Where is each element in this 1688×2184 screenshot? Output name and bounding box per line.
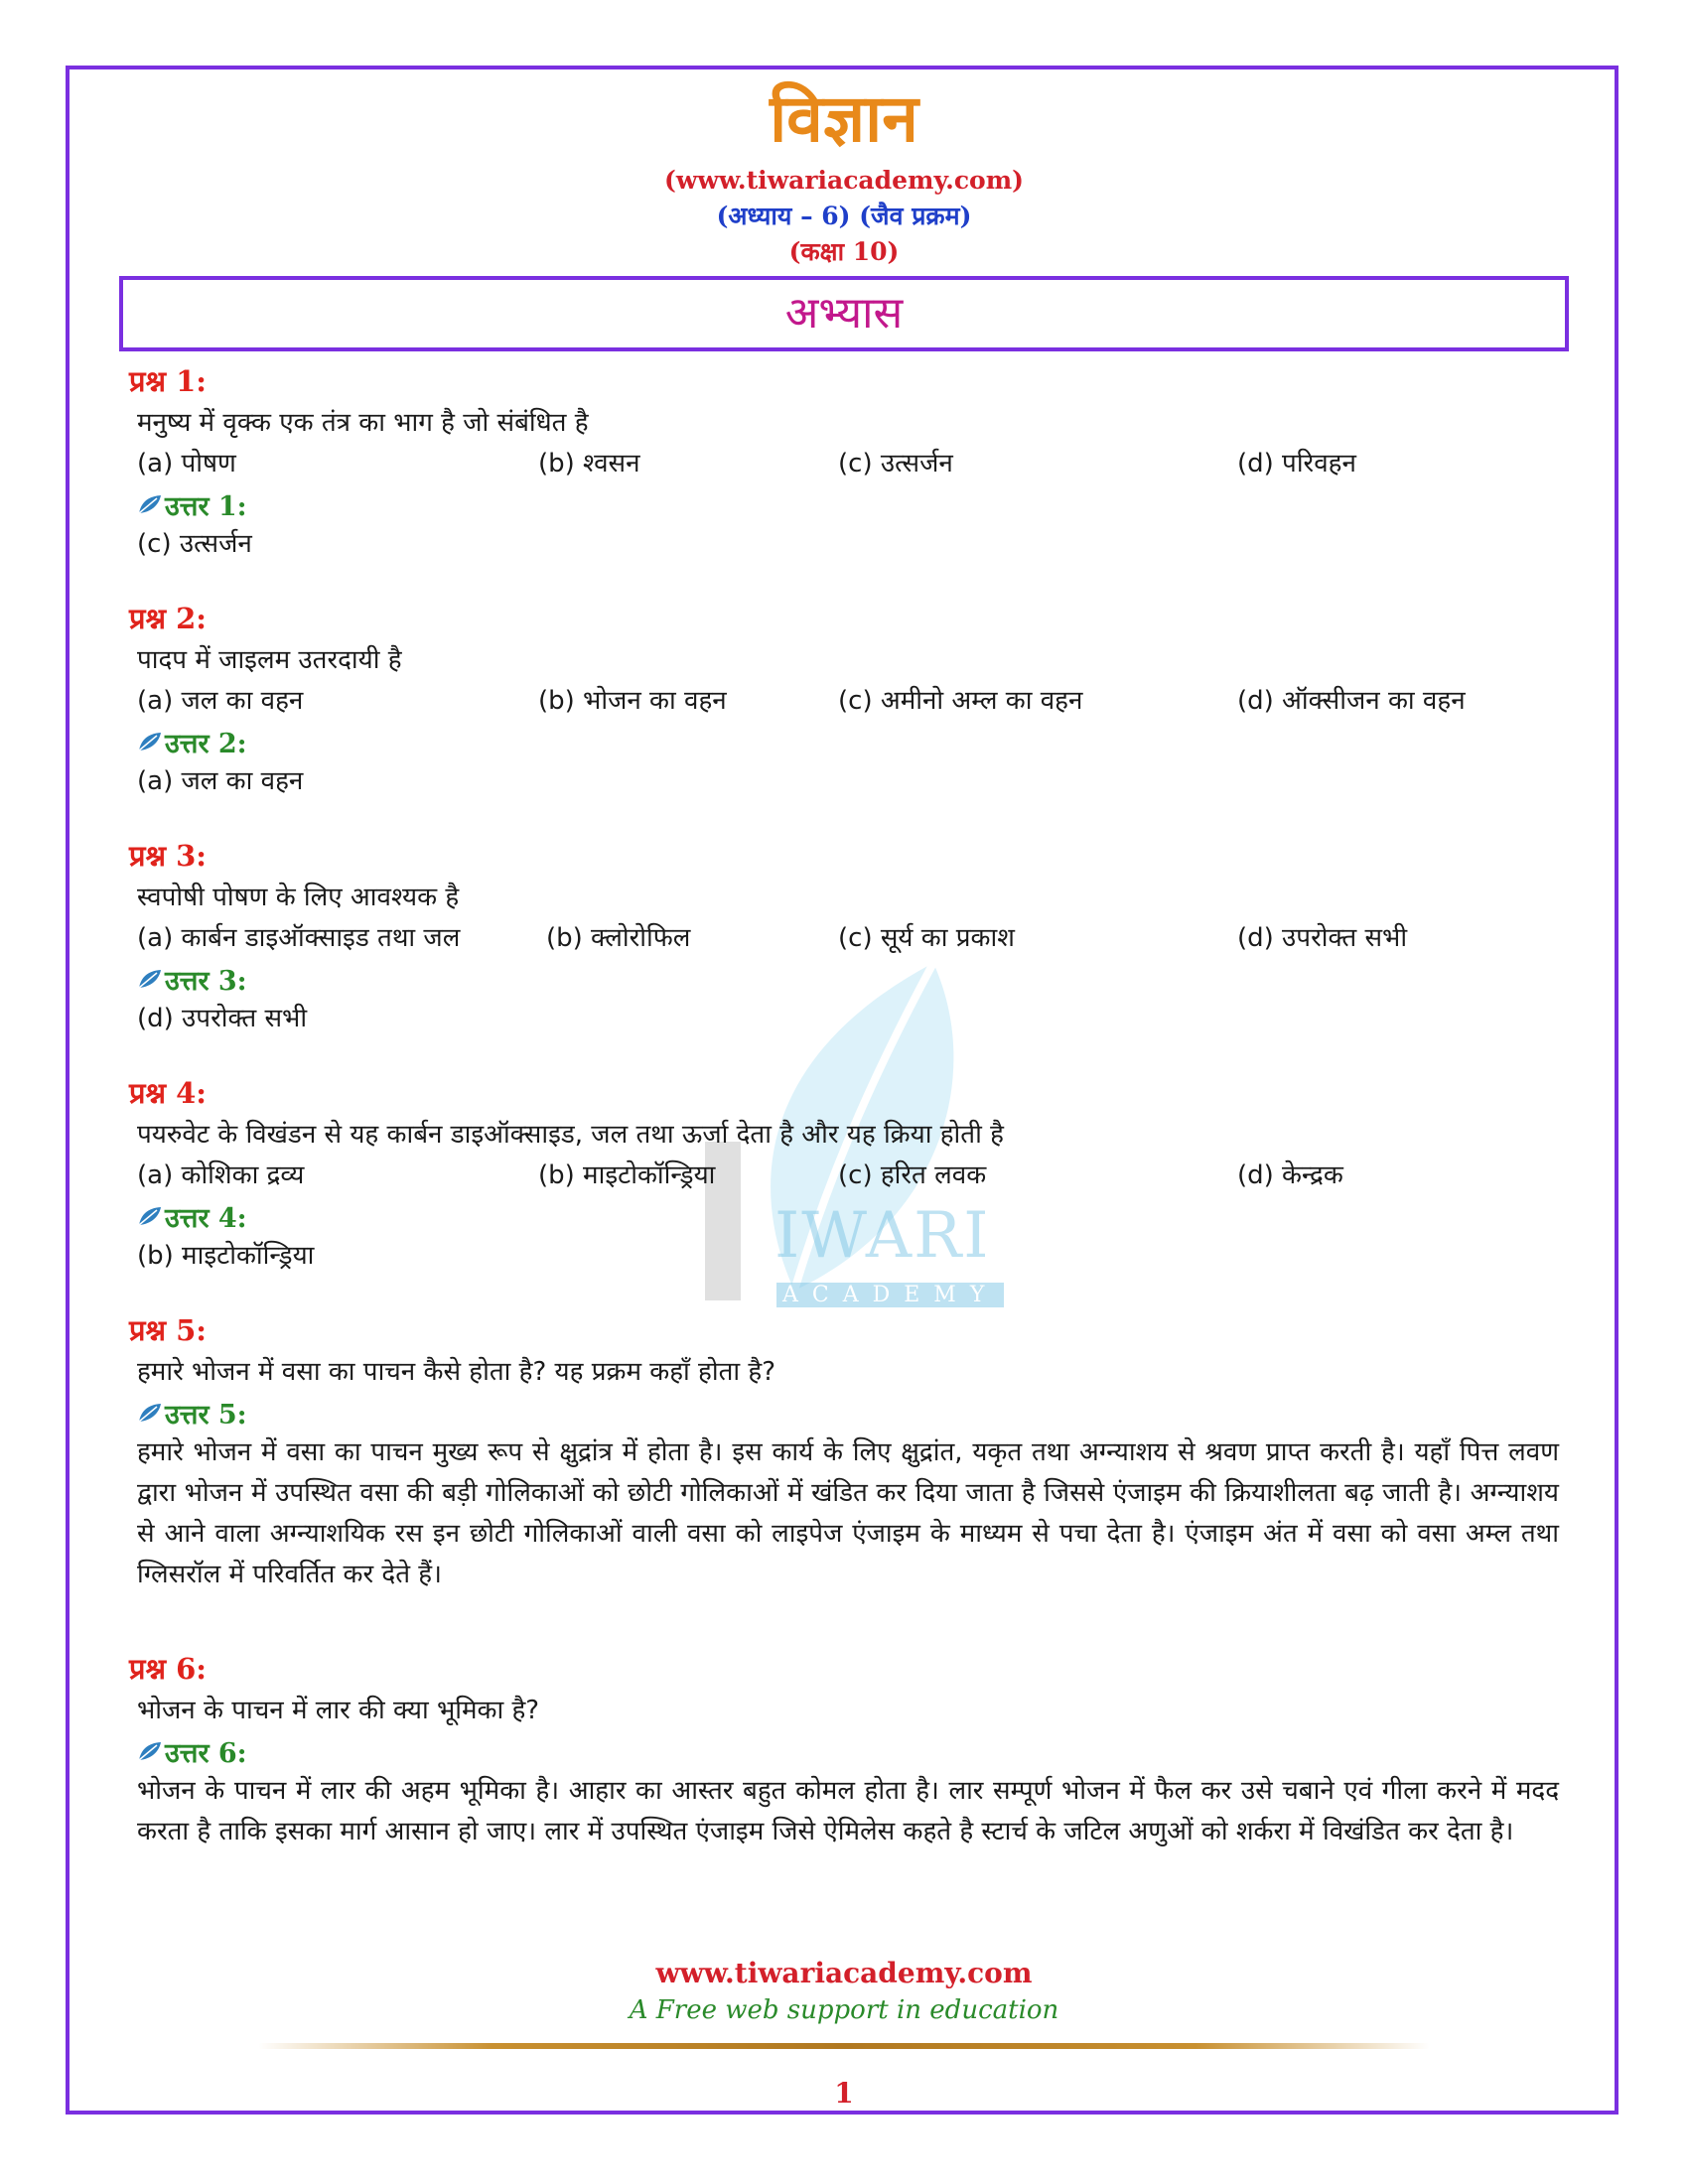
page-number: 1 (834, 2077, 854, 2110)
answer-label: उत्तर 3: (165, 965, 247, 997)
page-header (0, 73, 1688, 270)
question-text: पादप में जाइलम उतरदायी है (137, 645, 402, 675)
option-c: (c) उत्सर्जन (838, 449, 953, 478)
answer-paragraph: भोजन के पाचन में लार की अहम भूमिका है। आहार का आस्तर बहुत कोमल होता है। लार सम्पूर्ण भोजन में फैल कर उसे चबाने एवं गीला करने में मदद करता है ताकि इसका मार्ग आसान हो जाए। लार में उपस्थित एंजाइम जिसे ऐमिलेस कहते है स्टार्च के जटिल अणुओं को शर्करा में विखंडित कर देता है। (137, 1776, 1559, 1846)
question-text: पयरुवेट के विखंडन से यह कार्बन डाइऑक्साइड, जल तथा ऊर्जा देता है और यह क्रिया होती है (137, 1120, 1004, 1150)
answer-label: उत्तर 1: (165, 490, 247, 522)
question-block-2 (129, 597, 1559, 802)
answer-text: (c) उत्सर्जन (137, 529, 252, 559)
page-title: विज्ञान (770, 79, 918, 157)
answer-paragraph: हमारे भोजन में वसा का पाचन मुख्य रूप से क्षुद्रांत्र में होता है। इस कार्य के लिए क्षुद्रांत, यकृत तथा अग्न्याशय से श्रवण प्राप्त करती है। यहाँ पित्त लवण द्वारा भोजन में उपस्थित वसा की बड़ी गोलिकाओं को छोटी गोलिकाओं में खंडित कर दिया जाता है जिससे एंजाइम की क्रियाशीलता बढ़ जाती है। अग्न्याशय से आने वाला अग्न्याशयिक रस इन छोटी गोलिकाओं वाली वसा को लाइपेज एंजाइम के माध्यम से पचा देता है। एंजाइम अंत में वसा को वसा अम्ल तथा ग्लिसरॉल में परिवर्तित कर देते हैं। (137, 1437, 1559, 1589)
option-a: (a) पोषण (137, 449, 236, 478)
answer-heading (137, 1731, 1559, 1771)
class-line: (कक्षा 10) (788, 237, 900, 266)
question-label: प्रश्न 1: (129, 364, 207, 398)
options-row (137, 918, 1559, 959)
question-label: प्रश्न 2: (129, 602, 207, 635)
chapter-line: (अध्याय – 6) (जैव प्रक्रम) (716, 202, 972, 230)
question-block-3 (129, 834, 1559, 1039)
footer-divider (258, 2043, 1430, 2049)
option-d: (d) केन्द्रक (1237, 1160, 1343, 1190)
leaf-icon (137, 493, 163, 515)
answer-label: उत्तर 5: (165, 1399, 247, 1431)
option-d: (d) परिवहन (1237, 449, 1356, 478)
section-box (119, 276, 1569, 351)
answer-label: उत्तर 6: (165, 1737, 247, 1769)
question-label: प्रश्न 4: (129, 1076, 207, 1110)
content (129, 359, 1559, 1852)
leaf-icon (137, 731, 163, 752)
footer-url[interactable]: www.tiwariacademy.com (655, 1957, 1033, 1989)
answer-label: उत्तर 2: (165, 728, 247, 759)
options-row (137, 681, 1559, 722)
question-text: भोजन के पाचन में लार की क्या भूमिका है? (137, 1696, 540, 1725)
question-block-5 (129, 1308, 1559, 1595)
option-b: (b) क्लोरोफिल (546, 923, 691, 953)
answer-heading (137, 1196, 1559, 1236)
site-url[interactable]: (www.tiwariacademy.com) (663, 166, 1024, 195)
section-title: अभ्यास (784, 288, 904, 339)
question-text: हमारे भोजन में वसा का पाचन कैसे होता है? यह प्रक्रम कहाँ होता है? (137, 1357, 776, 1387)
question-block-1 (129, 359, 1559, 565)
leaf-icon (137, 1740, 163, 1762)
option-a: (a) कार्बन डाइऑक्साइड तथा जल (137, 923, 461, 953)
watermark-subtext: ACADEMY (776, 1283, 1004, 1307)
question-block-4 (129, 1071, 1559, 1277)
option-b: (b) माइटोकॉन्ड्रिया (538, 1160, 716, 1190)
leaf-icon (137, 1205, 163, 1227)
answer-label: उत्तर 4: (165, 1202, 247, 1234)
answer-heading (137, 722, 1559, 761)
leaf-icon (137, 1402, 163, 1424)
question-text: स्वपोषी पोषण के लिए आवश्यक है (137, 883, 460, 912)
answer-text: (a) जल का वहन (137, 766, 304, 796)
answer-heading (137, 1393, 1559, 1433)
options-row (137, 1156, 1559, 1196)
option-b: (b) श्वसन (538, 449, 640, 478)
leaf-icon (137, 968, 163, 990)
option-a: (a) कोशिका द्रव्य (137, 1160, 305, 1190)
question-label: प्रश्न 5: (129, 1313, 207, 1347)
watermark-text: IWARI (774, 1199, 991, 1273)
footer-tagline: A Free web support in education (629, 1995, 1059, 2025)
question-text: मनुष्य में वृक्क एक तंत्र का भाग है जो संबंधित है (137, 408, 589, 438)
option-c: (c) अमीनो अम्ल का वहन (838, 686, 1083, 716)
option-c: (c) हरित लवक (838, 1160, 987, 1190)
option-d: (d) उपरोक्त सभी (1237, 923, 1408, 953)
question-block-6 (129, 1647, 1559, 1852)
answer-text: (d) उपरोक्त सभी (137, 1004, 308, 1033)
option-c: (c) सूर्य का प्रकाश (838, 923, 1015, 953)
option-a: (a) जल का वहन (137, 686, 304, 716)
options-row (137, 444, 1559, 484)
question-label: प्रश्न 6: (129, 1652, 207, 1686)
option-d: (d) ऑक्सीजन का वहन (1237, 686, 1466, 716)
answer-text: (b) माइटोकॉन्ड्रिया (137, 1241, 315, 1271)
question-label: प्रश्न 3: (129, 839, 207, 873)
answer-heading (137, 484, 1559, 524)
option-b: (b) भोजन का वहन (538, 686, 727, 716)
footer (0, 1954, 1688, 2027)
answer-heading (137, 959, 1559, 999)
